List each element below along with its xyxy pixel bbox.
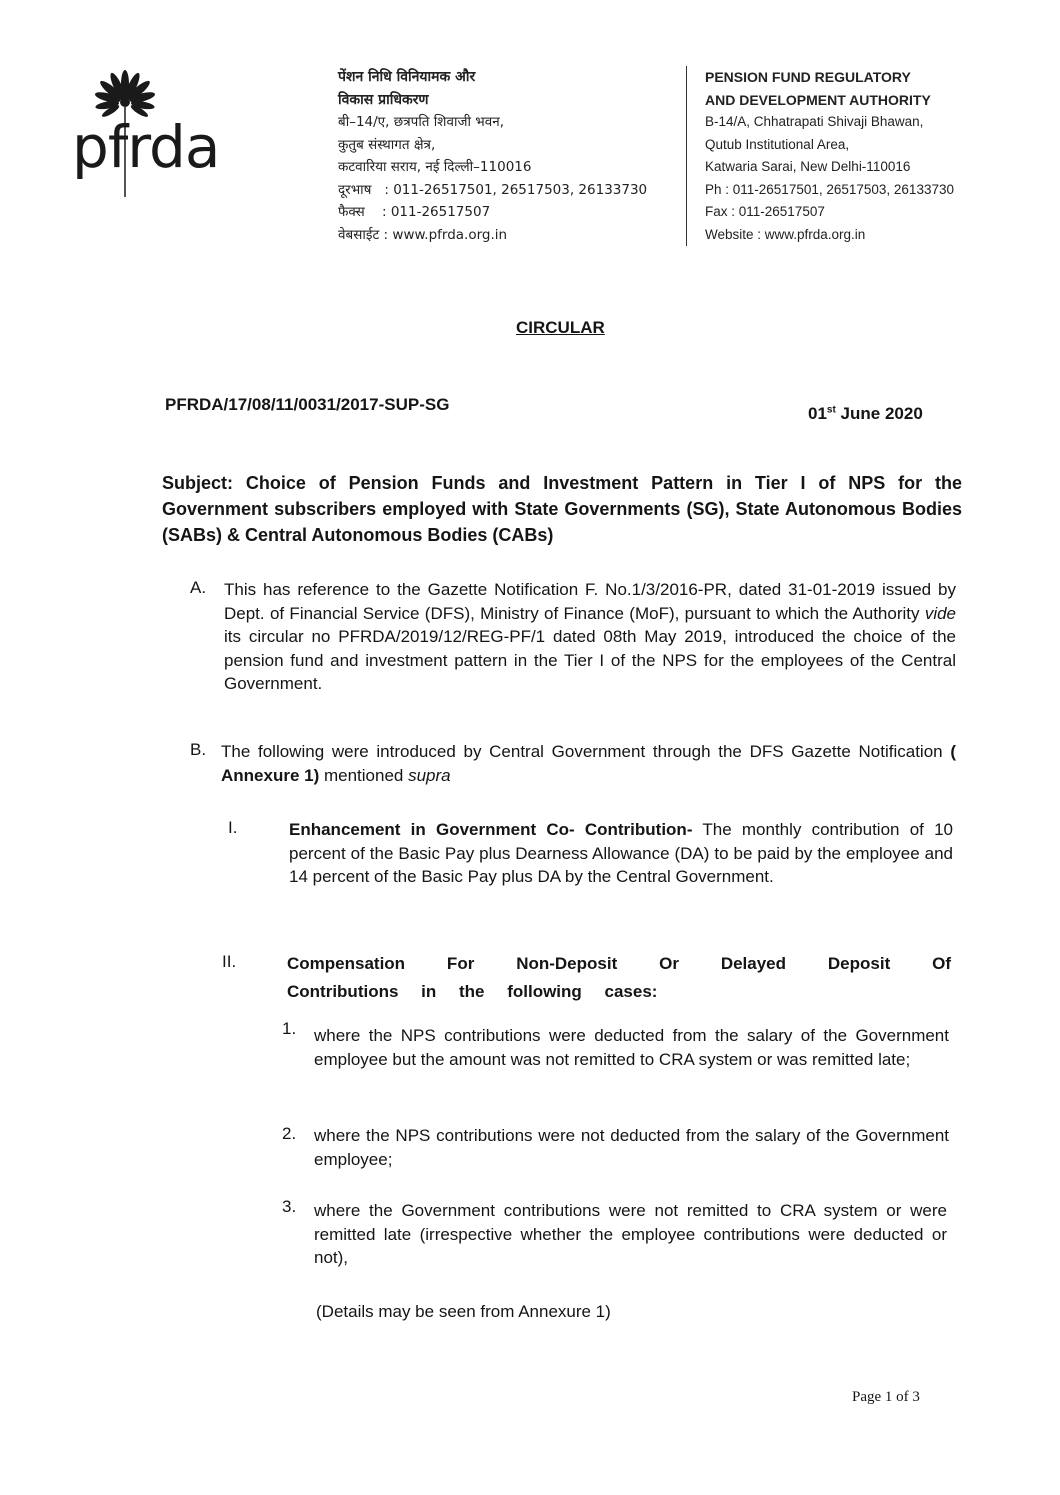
para-b-supra: supra (408, 765, 451, 785)
logo-wordmark: pfrda (72, 113, 220, 181)
para-a-text-1: This has reference to the Gazette Notification F. No.1/3/2016-PR, dated 31-01-2019 issued by Dept. of Financial Service (DFS), Ministry of Finance (MoF), pursuant to which the Authority (224, 580, 956, 623)
eng-name-line1: PENSION FUND REGULATORY (705, 69, 911, 85)
eng-fax: Fax : 011-26517507 (705, 204, 825, 219)
para-b-text-2: mentioned (319, 765, 409, 785)
circular-date (808, 404, 923, 424)
point-i-label: I. (228, 818, 238, 837)
english-letterhead (705, 66, 954, 246)
case-1-number: 1. (282, 1019, 297, 1038)
circular-title: CIRCULAR (516, 318, 605, 337)
para-a-text (224, 578, 956, 696)
para-b-text (221, 740, 956, 787)
para-b-text-1: The following were introduced by Central Government through the DFS Gazette Notification (221, 742, 951, 761)
eng-address-line2: Qutub Institutional Area, (705, 136, 850, 152)
case-2-text: where the NPS contributions were not deducted from the salary of the Government employee; (314, 1126, 949, 1169)
subject-line: Subject: Choice of Pension Funds and Investment Pattern in Tier I of NPS for the Government subscribers employed with State Governments (SG), State Autonomous Bodies (SABs) & Central Autonomous Bodies (CABs) (162, 473, 962, 545)
para-a-label: A. (190, 578, 207, 597)
eng-website: Website : www.pfrda.org.in (705, 226, 866, 242)
case-1-text: where the NPS contributions were deducted from the salary of the Government employee but the amount was not remitted to CRA system or was remitted late; (314, 1026, 949, 1069)
case-2-number: 2. (282, 1124, 297, 1143)
eng-address-line3: Katwaria Sarai, New Delhi-110016 (705, 159, 911, 174)
point-ii-heading: Compensation For Non-Deposit Or Delayed Deposit Of Contributions in the following cases: (287, 954, 951, 1001)
date-rest: June 2020 (835, 404, 923, 423)
hindi-phone: दूरभाष : 011-26517501, 26517503, 26133730 (338, 181, 648, 198)
details-note: (Details may be seen from Annexure 1) (316, 1302, 611, 1321)
point-i-body: The monthly contribution of 10 percent of the Basic Pay plus Dearness Allowance (DA) to be paid by the employee and 14 percent of the Basic Pay plus DA by the Central Government. (289, 820, 953, 886)
para-b-label: B. (190, 740, 207, 759)
hindi-address-line1: बी–14/ए, छत्रपति शिवाजी भवन, (338, 114, 505, 130)
point-i-text (289, 818, 953, 889)
para-a-text-2: its circular no PFRDA/2019/12/REG-PF/1 dated 08th May 2019, introduced the choice of the pension fund and investment pattern in the Tier I of the NPS for the employees of the Central Government. (224, 627, 956, 693)
para-a-vide: vide (924, 603, 956, 623)
hindi-name-line2: विकास प्राधिकरण (338, 91, 429, 108)
hindi-name-line1: पेंशन निधि विनियामक और (338, 69, 476, 85)
hindi-fax: फैक्स : 011-26517507 (338, 204, 491, 220)
eng-address-line1: B-14/A, Chhatrapati Shivaji Bhawan, (705, 114, 924, 129)
reference-number: PFRDA/17/08/11/0031/2017-SUP-SG (165, 395, 450, 414)
hindi-address-line3: कटवारिया सराय, नई दिल्ली–110016 (338, 159, 532, 175)
point-ii-label: II. (222, 952, 237, 971)
eng-name-line2: AND DEVELOPMENT AUTHORITY (705, 91, 931, 108)
para-b-annexure: ( Annexure 1) (221, 742, 956, 785)
date-suffix: st (826, 404, 836, 416)
case-3-text: where the Government contributions were not remitted to CRA system or were remitted late (irrespective whether the employee contributions were deducted or not), (314, 1201, 947, 1267)
case-3-number: 3. (282, 1197, 297, 1216)
header-divider (686, 66, 687, 246)
date-day: 01 (808, 404, 827, 423)
page-number: Page 1 of 3 (852, 1389, 920, 1405)
hindi-website: वेबसाईट : www.pfrda.org.in (338, 226, 508, 243)
point-i-heading: Enhancement in Government Co- Contribution- (289, 820, 693, 839)
eng-phone: Ph : 011-26517501, 26517503, 26133730 (705, 181, 954, 197)
hindi-address-line2: कुतुब संस्थागत क्षेत्र, (338, 136, 436, 153)
hindi-letterhead (338, 66, 647, 246)
